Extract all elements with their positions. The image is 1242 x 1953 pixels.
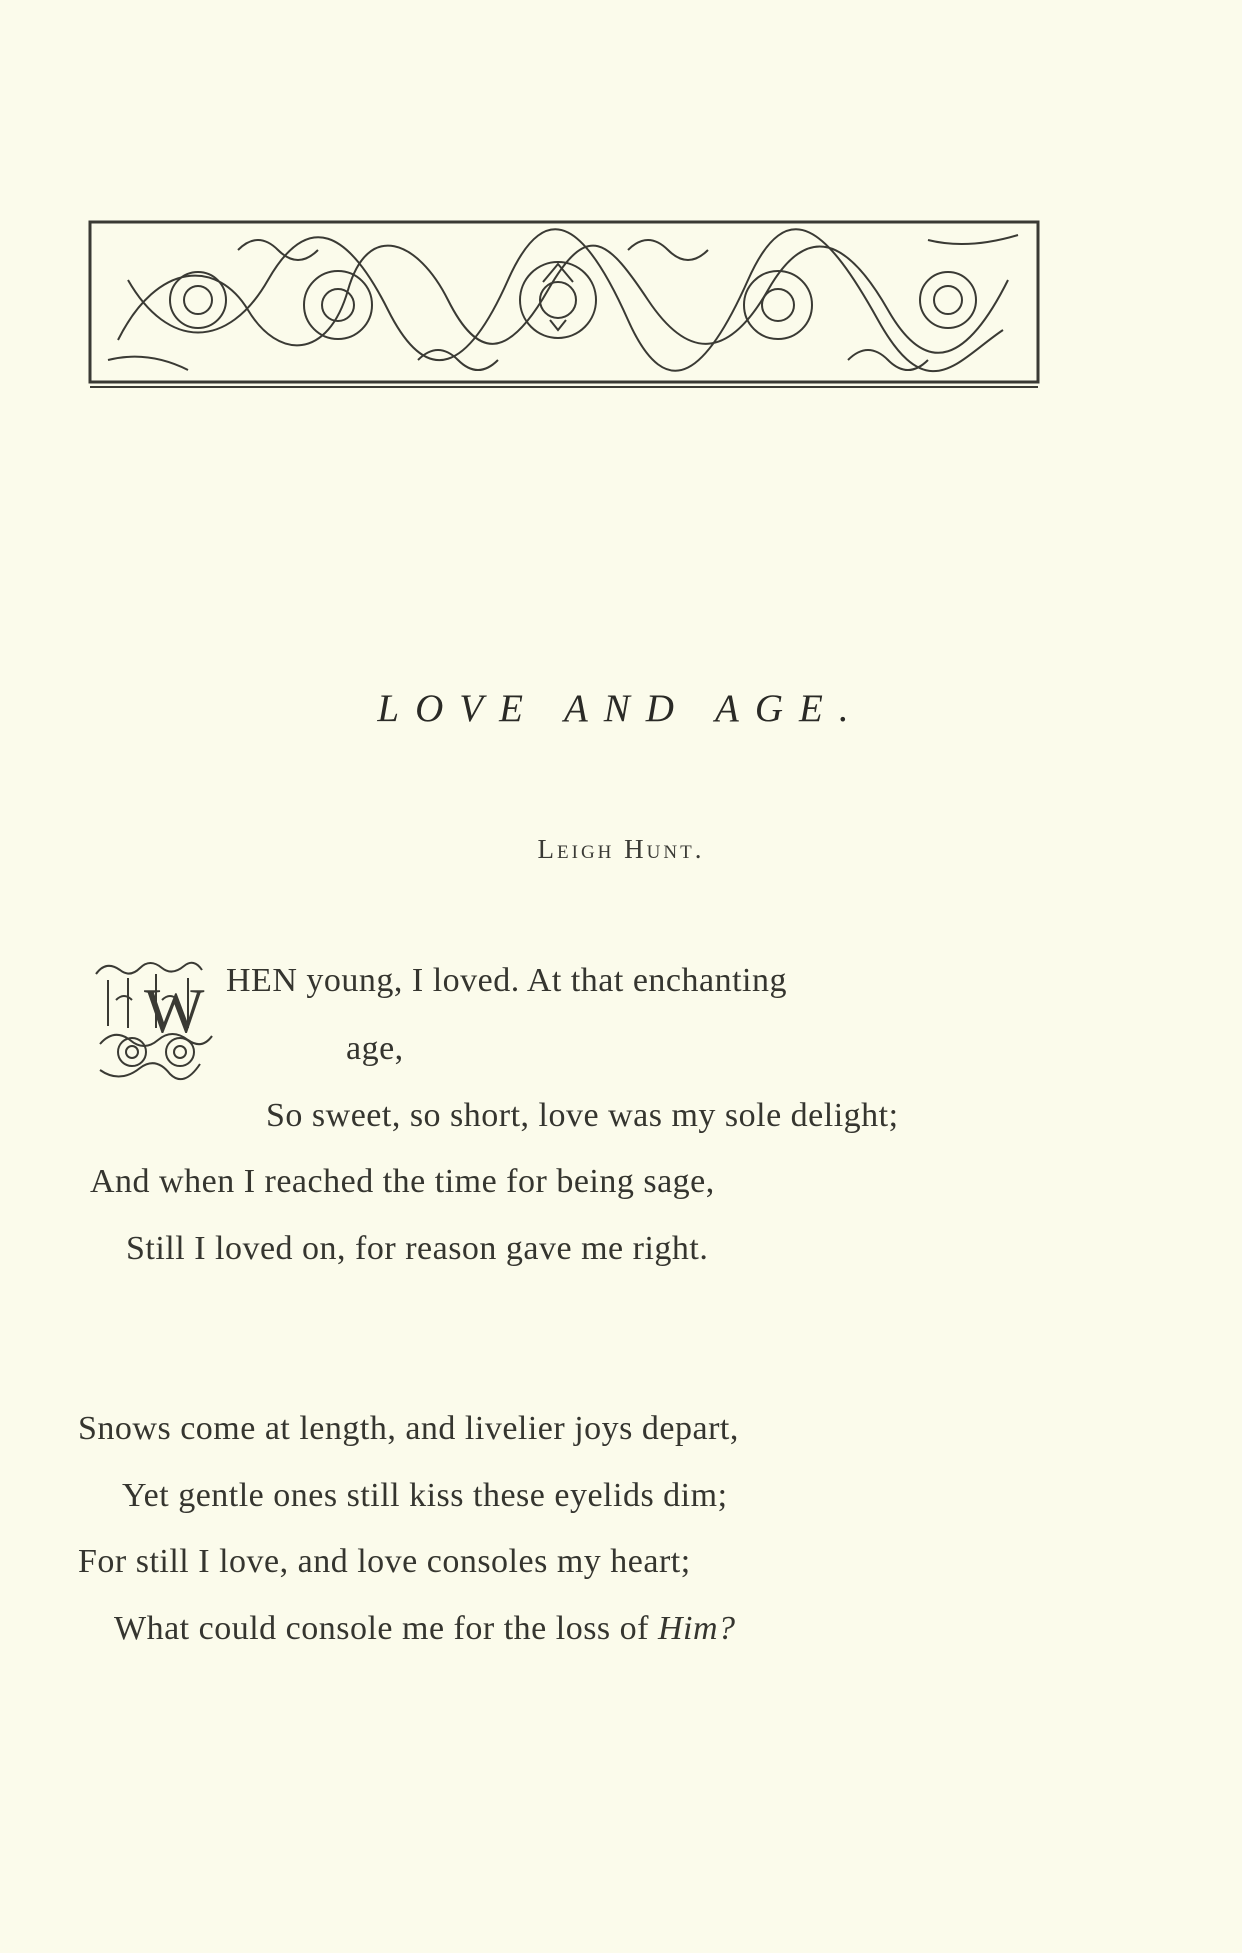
stanza2-line4-emphasis: Him? bbox=[657, 1610, 736, 1647]
stanza1-line2: So sweet, so short, love was my sole delight; bbox=[266, 1097, 899, 1134]
poem-title: LOVE AND AGE. bbox=[377, 687, 865, 730]
floral-headpiece-ornament bbox=[88, 220, 1040, 390]
stanza2-line4 bbox=[114, 1610, 736, 1648]
stanza1-line4: Still I loved on, for reason gave me right. bbox=[126, 1230, 709, 1267]
stanza2-line2: Yet gentle ones still kiss these eyelids dim; bbox=[122, 1477, 728, 1514]
stanza1-line1: HEN young, I loved. At that enchanting bbox=[226, 962, 788, 999]
stanza1-line1-continuation: age, bbox=[346, 1030, 404, 1067]
stanza1-line3: And when I reached the time for being sage, bbox=[90, 1163, 715, 1200]
drop-cap-letter: W bbox=[144, 975, 205, 1046]
decorated-initial-w bbox=[92, 960, 224, 1092]
stanza2-line3: For still I love, and love consoles my heart; bbox=[78, 1543, 691, 1580]
stanza2-line1: Snows come at length, and livelier joys depart, bbox=[78, 1410, 739, 1447]
stanza2-line4-text: What could console me for the loss of bbox=[114, 1610, 649, 1647]
poem-author: Leigh Hunt. bbox=[537, 834, 705, 864]
